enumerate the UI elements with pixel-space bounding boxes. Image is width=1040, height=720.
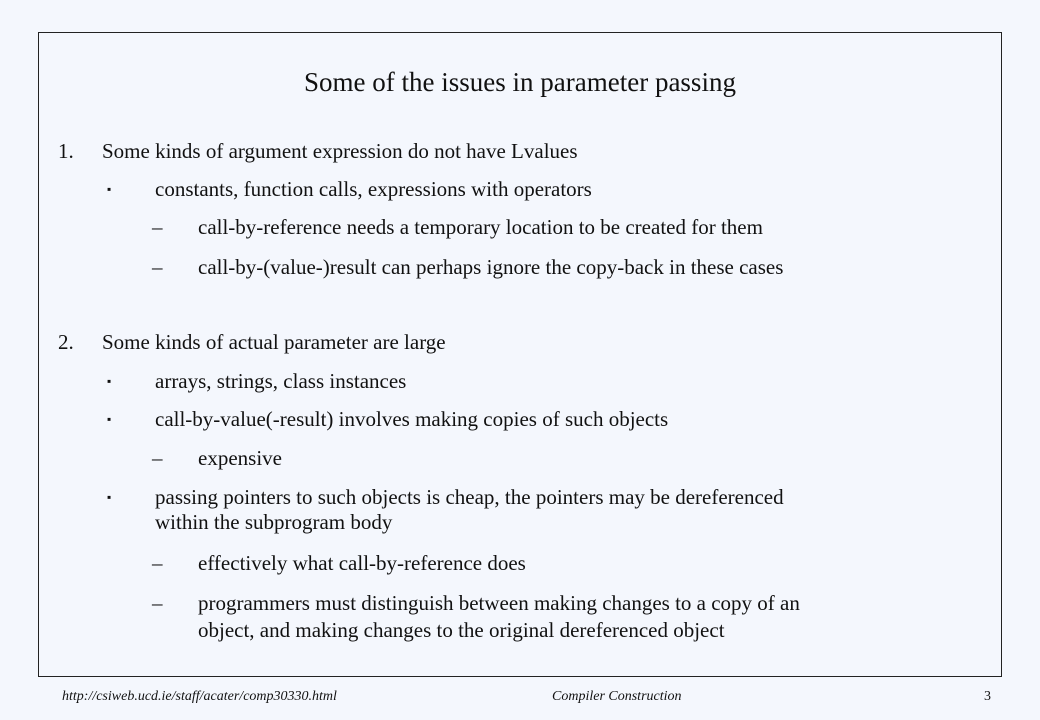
dash-marker: – <box>152 591 163 615</box>
sub-dash-text: call-by-(value-)result can perhaps ignore the copy-back in these cases <box>198 255 784 279</box>
sub-dash-text: programmers must distinguish between making changes to a copy of an <box>198 591 800 615</box>
sub-bullet-text: arrays, strings, class instances <box>155 369 407 393</box>
sub-bullet-text: passing pointers to such objects is cheap, the pointers may be dereferenced <box>155 485 784 509</box>
sub-dash-text: call-by-reference needs a temporary location to be created for them <box>198 215 763 239</box>
square-bullet-icon: ▪ <box>107 412 112 426</box>
dash-marker: – <box>152 551 163 575</box>
sub-bullet-text: within the subprogram body <box>155 510 393 534</box>
dash-marker: – <box>152 255 163 279</box>
page-number: 3 <box>984 689 991 704</box>
sub-bullet-text: constants, function calls, expressions with operators <box>155 177 592 201</box>
list-item-2-text: Some kinds of actual parameter are large <box>102 330 446 354</box>
footer-url: http://csiweb.ucd.ie/staff/acater/comp30330.html <box>62 689 337 704</box>
sub-dash-text: expensive <box>198 446 282 470</box>
square-bullet-icon: ▪ <box>107 374 112 388</box>
sub-dash-text: object, and making changes to the original dereferenced object <box>198 618 725 642</box>
square-bullet-icon: ▪ <box>107 490 112 504</box>
dash-marker: – <box>152 446 163 470</box>
slide-title: Some of the issues in parameter passing <box>304 67 736 97</box>
square-bullet-icon: ▪ <box>107 182 112 196</box>
sub-dash-text: effectively what call-by-reference does <box>198 551 526 575</box>
list-number-2: 2. <box>58 330 74 354</box>
footer-course: Compiler Construction <box>552 689 682 704</box>
sub-bullet-text: call-by-value(-result) involves making copies of such objects <box>155 407 669 431</box>
list-number-1: 1. <box>58 139 74 163</box>
list-item-1-text: Some kinds of argument expression do not have Lvalues <box>102 139 578 163</box>
dash-marker: – <box>152 215 163 239</box>
